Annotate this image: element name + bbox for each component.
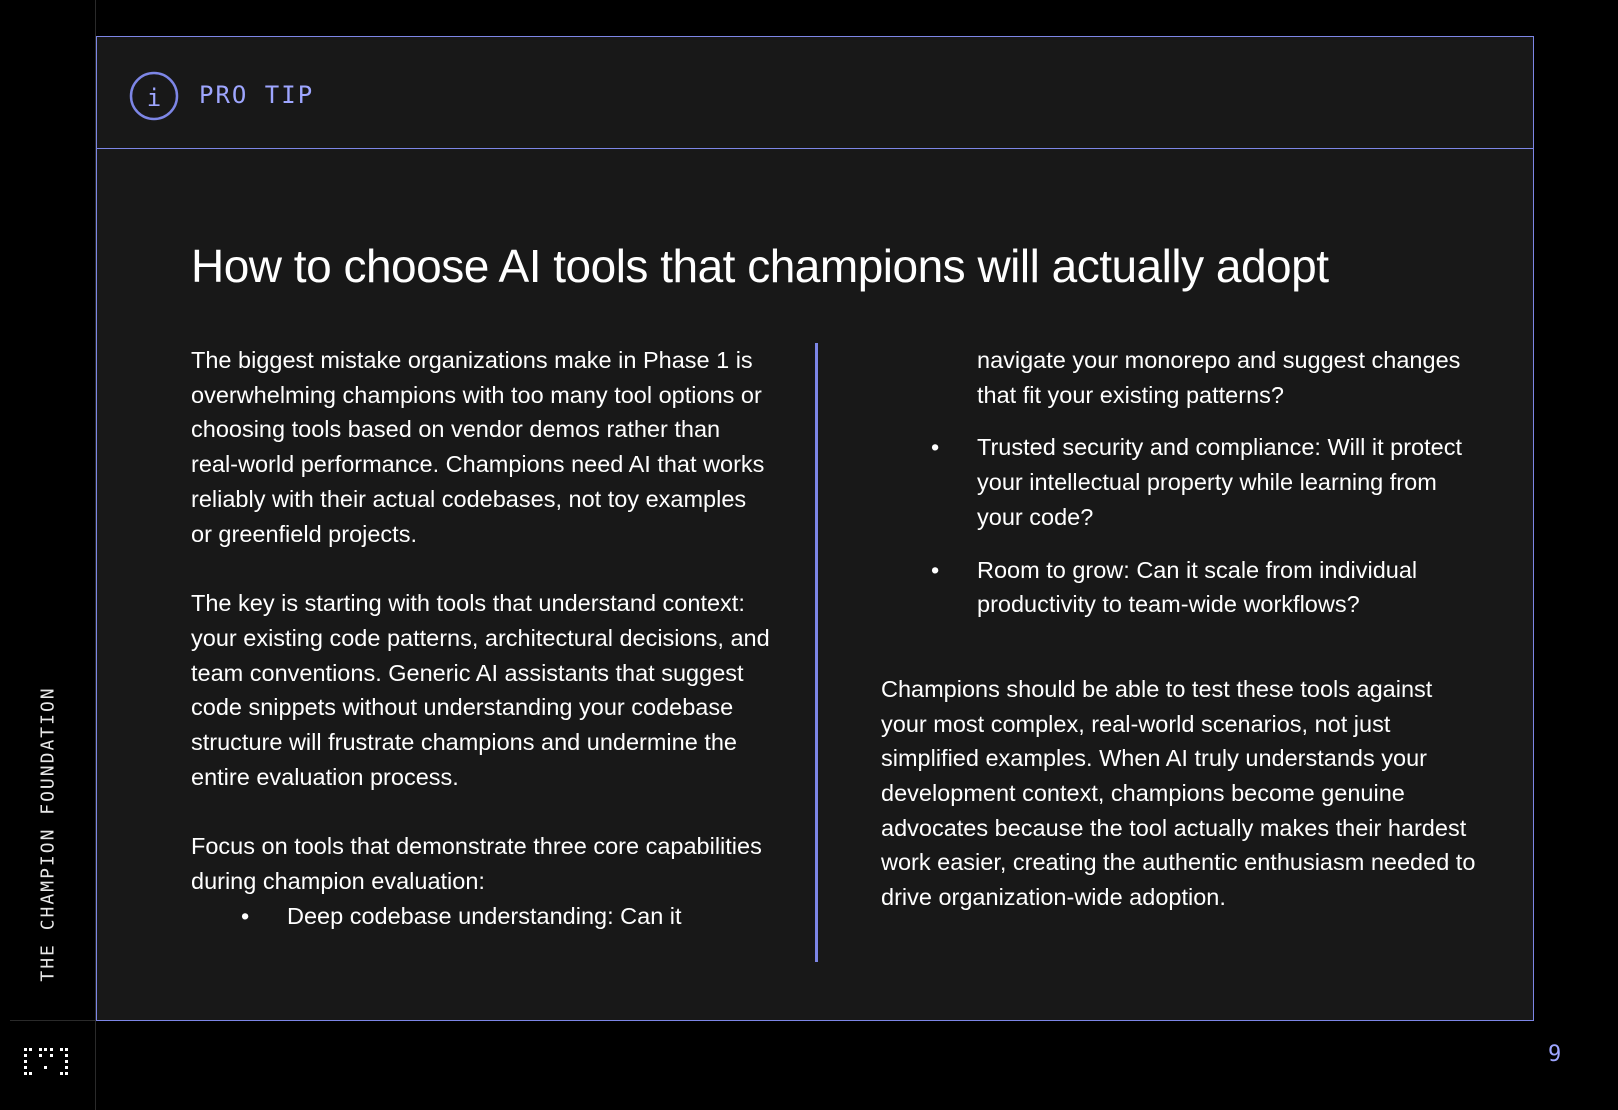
closing-paragraph: Champions should be able to test these tools against your most complex, real-world scenarios, not just simplified examples. When AI truly understands your development context, champions become genuine advocates because the tool actually makes their hardest work easier, creating the authentic enthusiasm needed to drive organization-wide adoption.	[881, 675, 1476, 911]
svg-text:i: i	[146, 84, 162, 112]
sidebar-divider	[10, 1020, 96, 1021]
paragraph: The key is starting with tools that understand context: your existing code patterns, architectural decisions, and team conventions. Generic AI assistants that suggest code snippets without understanding your codebase structure will frustrate champions and undermine the entire evaluation process.	[191, 590, 770, 790]
card-header	[97, 37, 1533, 149]
list-item-text: Deep codebase understanding: Can it	[287, 902, 682, 929]
right-column	[881, 343, 1481, 915]
bracket-dots-logo-icon	[22, 1044, 70, 1080]
bullet-icon: •	[931, 556, 940, 583]
column-divider	[815, 343, 818, 962]
page-number: 9	[1548, 1042, 1562, 1067]
sidebar	[0, 0, 96, 1110]
list-item-text: Trusted security and compliance: Will it protect your intellectual property while learning from your code?	[977, 434, 1462, 530]
capabilities-intro: Focus on tools that demonstrate three core capabilities during champion evaluation:	[191, 833, 762, 895]
bullet-icon: •	[241, 902, 250, 929]
left-column	[191, 343, 771, 934]
paragraph: The biggest mistake organizations make in Phase 1 is overwhelming champions with too many tool options or choosing tools based on vendor demos rather than real-world performance. Champions need AI that works reliably with their actual codebases, not toy examples or greenfield projects.	[191, 347, 765, 547]
brand-vertical-label: THE CHAMPION FOUNDATION	[37, 686, 59, 982]
list-item	[191, 899, 771, 934]
info-icon	[129, 71, 179, 121]
list-item-continuation: navigate your monorepo and suggest changes that fit your existing patterns?	[977, 347, 1461, 408]
bullet-icon: •	[931, 434, 940, 461]
pro-tip-label: PRO TIP	[199, 81, 315, 109]
pro-tip-card	[96, 36, 1534, 1021]
list-item	[881, 430, 1481, 534]
page-title: How to choose AI tools that champions will actually adopt	[191, 240, 1329, 292]
list-item-text: Room to grow: Can it scale from individual productivity to team-wide workflows?	[977, 556, 1418, 618]
list-item	[881, 553, 1481, 622]
